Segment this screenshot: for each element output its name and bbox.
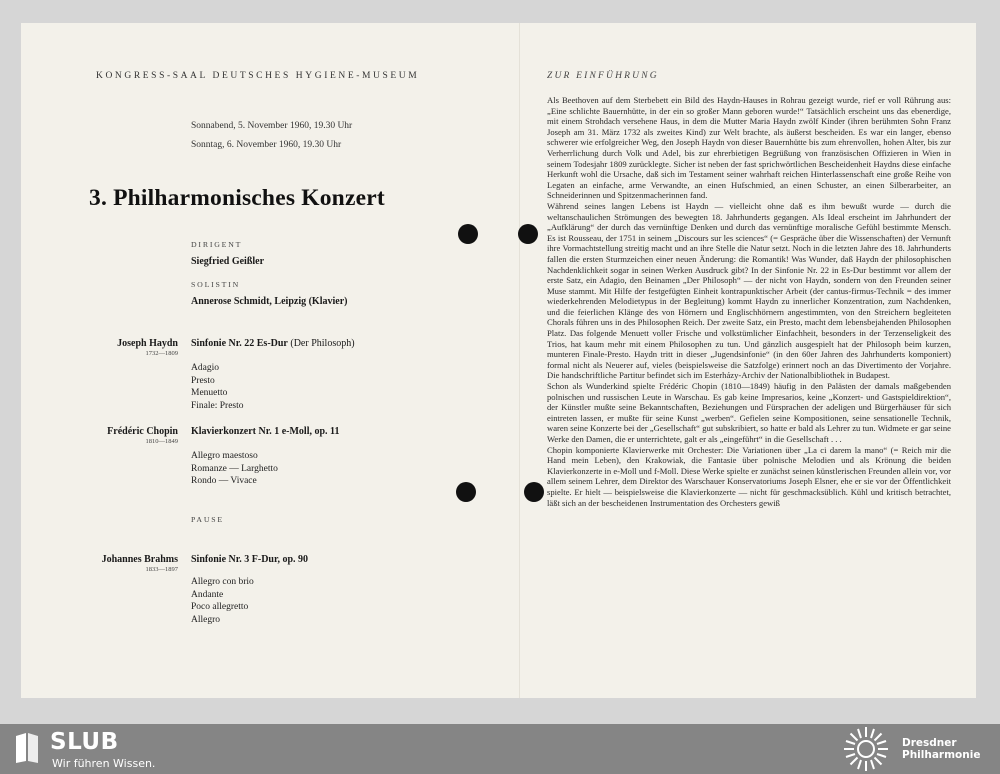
book-icon	[14, 732, 40, 764]
punch-hole	[524, 482, 544, 502]
movement: Menuetto	[191, 388, 228, 399]
composer-dates: 1732—1809	[145, 350, 178, 357]
movement: Allegro	[191, 614, 221, 625]
work-title-main: Klavierkonzert Nr. 1 e-Moll, op. 11	[191, 426, 340, 437]
composer-chopin	[42, 426, 178, 445]
movement: Rondo — Vivace	[191, 476, 257, 487]
composer-dates: 1833—1897	[145, 566, 178, 573]
work-title	[191, 554, 308, 565]
punch-hole	[518, 224, 538, 244]
composer-dates: 1810—1849	[145, 438, 178, 445]
movement: Allegro maestoso	[191, 451, 258, 461]
composer-name: Joseph Haydn	[117, 338, 178, 349]
work-title	[191, 338, 355, 349]
movement: Presto	[191, 375, 215, 386]
movement-list	[191, 450, 278, 488]
composer-haydn	[42, 338, 178, 357]
concert-date-2: Sonntag, 6. November 1960, 19.30 Uhr	[191, 140, 342, 150]
work-title-main: Sinfonie Nr. 22 Es-Dur	[191, 338, 288, 349]
composer-brahms	[42, 554, 178, 573]
library-logo-text: SLUB	[50, 729, 119, 755]
movement: Allegro con brio	[191, 577, 254, 587]
solistin-label: SOLISTIN	[191, 280, 241, 289]
movement-list	[191, 362, 244, 412]
introduction-paragraph: Schon als Wunderkind spielte Frédéric Chopin (1810—1849) häufig in den Palästen der damals maßgebenden polnischen und russischen Leute in Warschau. Es gab keine Impresarios, keine „Konzert- und Gastspieldirektion“, der Künstler mußte seine Bekanntschaften, Beziehungen und Fürsprachen der adeligen und Bürgerhäuser für sich eintreten lassen, er mußte für seine Kunst „werben“. Gefielen seine Kompositionen, seine sensationelle Technik, waren seine Konzerte bei der „Gesellschaft“ gut subskribiert, so hatte er bald als Lehrer zu tun. Widmete er gar seine Werke den Damen, die er unterrichtete, galt er als „eingeführt“ in die Gesellschaft . . .	[547, 381, 951, 444]
punch-hole	[456, 482, 476, 502]
introduction-heading: ZUR EINFÜHRUNG	[547, 71, 659, 81]
composer-name: Johannes Brahms	[101, 554, 178, 565]
movement: Romanze — Larghetto	[191, 463, 278, 474]
partner-line-2: Philharmonie	[902, 749, 981, 761]
work-subtitle: (Der Philosoph)	[290, 338, 355, 349]
introduction-paragraph: Chopin komponierte Klavierwerke mit Orchester: Die Variationen über „La ci darem la mano“ (= Reich mir die Hand mein Leben), den Krakowiak, die Fantasie über polnische Melodien und als Krönung die beiden Klavierkonzerte in e-Moll und f-Moll. Diese Werke spielte er zunächst seinen künstlerischen Freunden allein vor, vor allem seinem Lehrer, dem Direktor des Warschauer Konservatoriums Joseph Elsner, ehe er sie vor der Öffentlichkeit spielte. Er hielt — beispielsweise die Klavierkonzerte — nicht für geschmacksüblich. Kühl und kritisch betrachtet, läßt sich an der bescheidenen Instrumentation des Orchesters gewiß	[547, 444, 951, 508]
concert-date-1: Sonnabend, 5. November 1960, 19.30 Uhr	[191, 121, 353, 131]
composer-name: Frédéric Chopin	[107, 426, 178, 437]
introduction-paragraph: Als Beethoven auf dem Sterbebett ein Bild des Haydn-Hauses in Rohrau gezeigt wurde, rief er voll Rührung aus: „Eine schlichte Bauernhütte, in der ein so großer Mann geboren wurde!“ Tatsächlich erscheint uns das ebenerdige, mit einem Strohdach versehene Haus, in dem die Mutter Maria Haydn zwölf Kinder (ihren berühmten Sohn Franz Joseph am 31. März 1732 als zweites Kind) zur Welt brachte, als äußerst bescheiden. Es war ein langer, ebenso schwerer wie erfolgreicher Weg, den Joseph Haydn von dieser Bauernhütte bis zum ehrenvollen, hohen Alter, bis zur Verherrlichung durch Volk und Adel, bis zur ehrerbietigen Begrüßung von französischen Offizieren in Wien in seinem Todesjahr 1809 zurücklegte. Sicher ist neben der fast sprichwörtlichen Bescheidenheit Haydns diese einfache Herkunft wohl die Ursache, daß sich im Testament seiner wahrhaft reichen Hinterlassenschaft eine große Reihe von Legaten an einfache, arme Verwandte, an einen Hufschmied, an einen Schuster, an einen Silberarbeiter, an Schneiderinnen und Spitzenmacherinnen fand.	[547, 95, 951, 201]
venue: KONGRESS-SAAL DEUTSCHES HYGIENE-MUSEUM	[96, 71, 420, 81]
concert-title: 3. Philharmonisches Konzert	[89, 185, 385, 211]
movement-list	[191, 576, 254, 626]
introduction-paragraph: Während seines langen Lebens ist Haydn — vielleicht ohne daß es ihm bewußt wurde — durch die weltanschaulichen Strömungen des bewegten 18. Jahrhunderts gegangen. Als Ideal erscheint im Jahrhundert der „Aufklärung“ der durch das vernünftige Denken und durch das vernünftige moralische Gefühl bestimmte Mensch. Es ist Rousseau, der 1751 in seinem „Discours sur les sciences“ (= Gespräche über die Wissenschaften) der Vernunft ihre Vormachtstellung streitig macht und an ihre Stelle die Natur setzt. Noch in die letzten Jahre des 18. Jahrhunderts fallen die ersten Sturmzeichen einer neuen Änderung: die Romantik! Was Wunder, daß Haydn der philosophischen Nachdenklichkeit sogar in seinen Werken Ausdruck gibt? In der Sinfonie Nr. 22 in Es-Dur bestimmt vor allem der erste Satz, ein Adagio, den Beinamen „Der Philosoph“ — der nicht von Haydn, sondern von den Freunden seiner Muse stammt. Mit Hilfe der festgefügten Einheit kontrapunktischer Arbeit (der cantus-firmus-Technik = des immer wiederkehrenden Melodietypus in der Begleitung) kommt Haydn zu innerlicher Konzentration, zum Nachdenken, und die feierlichen Klänge des von Hörnern und Englischhörnern angestimmten, von den Streichern begleiteten Chorals führen uns in des Philosophen Reich. Der zweite Satz, ein Presto, macht dem lebensbejahenden Philosophen Platz. Das folgende Menuett voller Frische und volkstümlicher Einfachheit, besonders in der Terzenseligkeit des Trios, hat kaum mehr mit einem Philosophen zu tun. Und gänzlich ausgespielt hat der Philosoph beim kurzen, munteren Finale-Presto. Haydn tritt in dieser „Jugendsinfonie“ (in den 60er Jahren des Jahrhunderts komponiert) formal nicht als Neuerer auf, vieles (beispielsweise die Satzfolge) erinnert noch an das Divertimento der Vorjahre. Die handschriftliche Partitur befindet sich im Esterházy-Archiv der Nationalbibliothek in Budapest.	[547, 200, 951, 381]
program-sheet	[21, 23, 976, 698]
movement: Adagio	[191, 363, 219, 373]
movement: Andante	[191, 589, 224, 600]
work-title	[191, 426, 340, 437]
page-fold	[519, 23, 520, 698]
solistin-name: Annerose Schmidt, Leipzig (Klavier)	[191, 296, 348, 307]
footer-bar	[0, 724, 1000, 774]
introduction-text	[547, 95, 951, 685]
dirigent-name: Siegfried Geißler	[191, 256, 265, 267]
partner-line-1: Dresdner	[902, 737, 957, 749]
library-tagline: Wir führen Wissen.	[52, 757, 156, 770]
punch-hole	[458, 224, 478, 244]
sunburst-icon	[842, 725, 890, 773]
partner-logo-text	[902, 737, 980, 761]
movement: Finale: Presto	[191, 400, 244, 411]
pause-label: PAUSE	[191, 515, 224, 524]
dirigent-label: DIRIGENT	[191, 240, 243, 249]
movement: Poco allegretto	[191, 602, 249, 613]
work-title-main: Sinfonie Nr. 3 F-Dur, op. 90	[191, 554, 309, 565]
